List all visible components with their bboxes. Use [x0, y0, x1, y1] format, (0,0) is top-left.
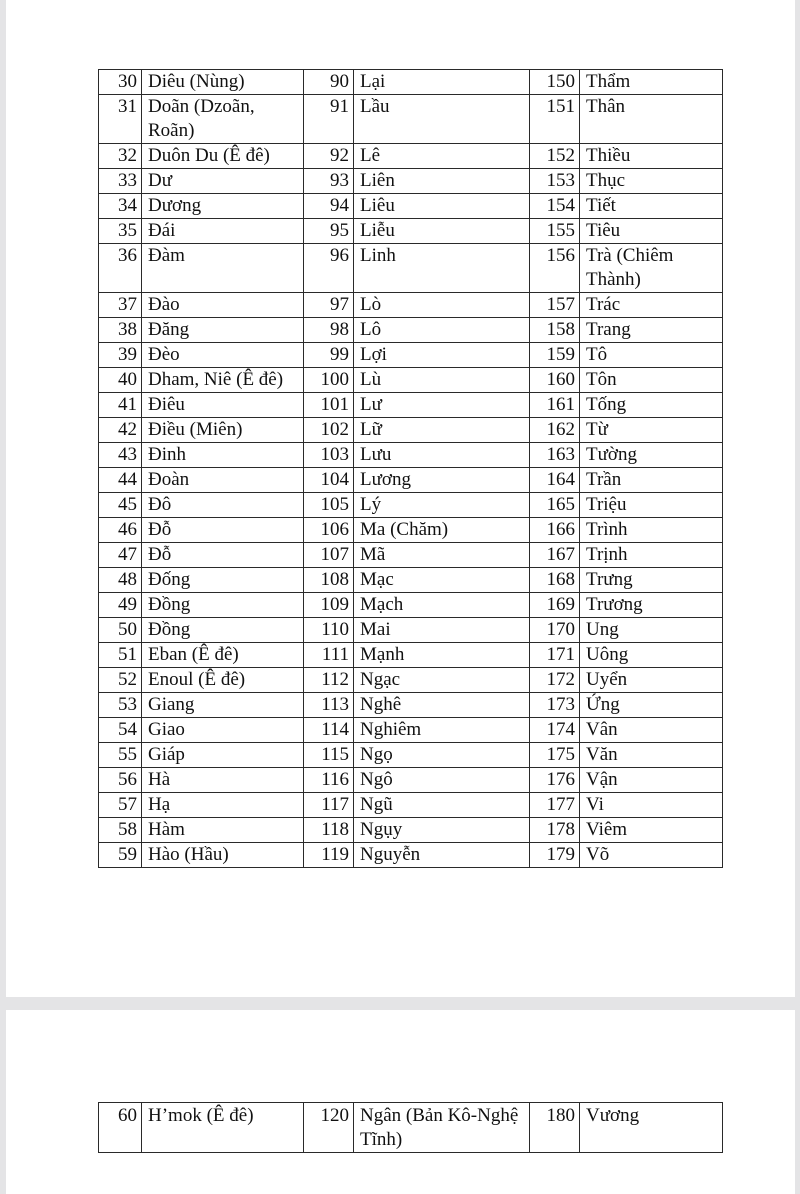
table-row: [99, 194, 723, 219]
surname-cell: Tô: [580, 343, 723, 368]
surname-cell: Lô: [354, 318, 530, 343]
table-row: [99, 693, 723, 718]
row-number-cell: 42: [99, 418, 142, 443]
row-number-cell: 96: [304, 244, 354, 293]
table-row: [99, 318, 723, 343]
row-number-cell: 176: [530, 768, 580, 793]
surname-cell: Thiều: [580, 144, 723, 169]
surname-cell: Ngũ: [354, 793, 530, 818]
row-number-cell: 166: [530, 518, 580, 543]
row-number-cell: 30: [99, 70, 142, 95]
row-number-cell: 47: [99, 543, 142, 568]
surname-cell: Mạch: [354, 593, 530, 618]
row-number-cell: 101: [304, 393, 354, 418]
table-row: [99, 418, 723, 443]
row-number-cell: 168: [530, 568, 580, 593]
row-number-cell: 41: [99, 393, 142, 418]
surname-cell: Linh: [354, 244, 530, 293]
row-number-cell: 94: [304, 194, 354, 219]
row-number-cell: 50: [99, 618, 142, 643]
table-row: [99, 293, 723, 318]
surname-table: [98, 69, 723, 868]
table-row: [99, 70, 723, 95]
surname-cell: Ma (Chăm): [354, 518, 530, 543]
surname-cell: Tường: [580, 443, 723, 468]
row-number-cell: 44: [99, 468, 142, 493]
surname-cell: Ngọ: [354, 743, 530, 768]
row-number-cell: 52: [99, 668, 142, 693]
surname-cell: Giang: [142, 693, 304, 718]
row-number-cell: 157: [530, 293, 580, 318]
row-number-cell: 36: [99, 244, 142, 293]
surname-cell: Lương: [354, 468, 530, 493]
surname-cell: Ung: [580, 618, 723, 643]
surname-cell: Đô: [142, 493, 304, 518]
row-number-cell: 37: [99, 293, 142, 318]
surname-cell: H’mok (Ê đê): [142, 1103, 304, 1153]
row-number-cell: 90: [304, 70, 354, 95]
table-row: [99, 244, 723, 293]
surname-cell: Văn: [580, 743, 723, 768]
row-number-cell: 109: [304, 593, 354, 618]
table-row: [99, 843, 723, 868]
row-number-cell: 171: [530, 643, 580, 668]
row-number-cell: 57: [99, 793, 142, 818]
row-number-cell: 49: [99, 593, 142, 618]
surname-cell: Diêu (Nùng): [142, 70, 304, 95]
surname-cell: Ngô: [354, 768, 530, 793]
surname-cell: Đồng: [142, 618, 304, 643]
table-row: [99, 1103, 723, 1153]
surname-cell: Giáp: [142, 743, 304, 768]
row-number-cell: 107: [304, 543, 354, 568]
surname-cell: Trịnh: [580, 543, 723, 568]
surname-cell: Lù: [354, 368, 530, 393]
table-row: [99, 768, 723, 793]
row-number-cell: 111: [304, 643, 354, 668]
table-row: [99, 144, 723, 169]
surname-cell: Mạc: [354, 568, 530, 593]
surname-cell: Đái: [142, 219, 304, 244]
row-number-cell: 93: [304, 169, 354, 194]
surname-cell: Uyển: [580, 668, 723, 693]
table-row: [99, 518, 723, 543]
row-number-cell: 114: [304, 718, 354, 743]
surname-cell: Võ: [580, 843, 723, 868]
surname-cell: Nghê: [354, 693, 530, 718]
row-number-cell: 159: [530, 343, 580, 368]
table-row: [99, 643, 723, 668]
row-number-cell: 117: [304, 793, 354, 818]
surname-cell: Thẩm: [580, 70, 723, 95]
surname-cell: Dư: [142, 169, 304, 194]
surname-cell: Tiết: [580, 194, 723, 219]
row-number-cell: 160: [530, 368, 580, 393]
surname-cell: Doãn (Dzoãn, Roãn): [142, 95, 304, 144]
row-number-cell: 60: [99, 1103, 142, 1153]
surname-cell: Tiêu: [580, 219, 723, 244]
row-number-cell: 105: [304, 493, 354, 518]
row-number-cell: 31: [99, 95, 142, 144]
surname-cell: Viêm: [580, 818, 723, 843]
row-number-cell: 167: [530, 543, 580, 568]
row-number-cell: 118: [304, 818, 354, 843]
row-number-cell: 115: [304, 743, 354, 768]
surname-cell: Lữ: [354, 418, 530, 443]
row-number-cell: 180: [530, 1103, 580, 1153]
row-number-cell: 32: [99, 144, 142, 169]
table-row: [99, 169, 723, 194]
surname-cell: Triệu: [580, 493, 723, 518]
table-row: [99, 793, 723, 818]
surname-cell: Duôn Du (Ê đê): [142, 144, 304, 169]
surname-cell: Đàm: [142, 244, 304, 293]
row-number-cell: 45: [99, 493, 142, 518]
row-number-cell: 99: [304, 343, 354, 368]
surname-cell: Giao: [142, 718, 304, 743]
surname-cell: Đỗ: [142, 518, 304, 543]
surname-cell: Mã: [354, 543, 530, 568]
row-number-cell: 120: [304, 1103, 354, 1153]
row-number-cell: 43: [99, 443, 142, 468]
row-number-cell: 38: [99, 318, 142, 343]
table-row: [99, 743, 723, 768]
row-number-cell: 158: [530, 318, 580, 343]
table-row: [99, 568, 723, 593]
row-number-cell: 162: [530, 418, 580, 443]
table-row: [99, 95, 723, 144]
surname-cell: Ứng: [580, 693, 723, 718]
row-number-cell: 102: [304, 418, 354, 443]
surname-cell: Thục: [580, 169, 723, 194]
surname-table-continued: [98, 1102, 723, 1153]
row-number-cell: 59: [99, 843, 142, 868]
row-number-cell: 51: [99, 643, 142, 668]
surname-cell: Điều (Miên): [142, 418, 304, 443]
row-number-cell: 40: [99, 368, 142, 393]
surname-cell: Uông: [580, 643, 723, 668]
surname-cell: Đinh: [142, 443, 304, 468]
surname-cell: Trang: [580, 318, 723, 343]
surname-table-continued-body: [99, 1103, 723, 1153]
surname-cell: Đồng: [142, 593, 304, 618]
row-number-cell: 103: [304, 443, 354, 468]
surname-cell: Tống: [580, 393, 723, 418]
row-number-cell: 175: [530, 743, 580, 768]
surname-cell: Trưng: [580, 568, 723, 593]
table-row: [99, 468, 723, 493]
table-row: [99, 668, 723, 693]
surname-cell: Liên: [354, 169, 530, 194]
surname-cell: Eban (Ê đê): [142, 643, 304, 668]
surname-cell: Ngân (Bản Kô-Nghệ Tĩnh): [354, 1103, 530, 1153]
table-row: [99, 368, 723, 393]
surname-cell: Lại: [354, 70, 530, 95]
table-row: [99, 818, 723, 843]
row-number-cell: 48: [99, 568, 142, 593]
row-number-cell: 156: [530, 244, 580, 293]
document-page-1: [6, 0, 795, 997]
row-number-cell: 154: [530, 194, 580, 219]
row-number-cell: 174: [530, 718, 580, 743]
surname-cell: Liêu: [354, 194, 530, 219]
row-number-cell: 113: [304, 693, 354, 718]
surname-cell: Thân: [580, 95, 723, 144]
row-number-cell: 97: [304, 293, 354, 318]
table-row: [99, 593, 723, 618]
row-number-cell: 58: [99, 818, 142, 843]
surname-cell: Hà: [142, 768, 304, 793]
document-page-2: [6, 1010, 795, 1194]
surname-cell: Mạnh: [354, 643, 530, 668]
row-number-cell: 95: [304, 219, 354, 244]
surname-cell: Đống: [142, 568, 304, 593]
surname-table-body: [99, 70, 723, 868]
row-number-cell: 153: [530, 169, 580, 194]
row-number-cell: 106: [304, 518, 354, 543]
surname-cell: Lý: [354, 493, 530, 518]
row-number-cell: 110: [304, 618, 354, 643]
row-number-cell: 39: [99, 343, 142, 368]
table-row: [99, 618, 723, 643]
row-number-cell: 172: [530, 668, 580, 693]
surname-cell: Enoul (Ê đê): [142, 668, 304, 693]
surname-cell: Đỗ: [142, 543, 304, 568]
table-row: [99, 343, 723, 368]
row-number-cell: 54: [99, 718, 142, 743]
surname-cell: Hạ: [142, 793, 304, 818]
surname-cell: Nguyễn: [354, 843, 530, 868]
surname-cell: Lư: [354, 393, 530, 418]
surname-cell: Mai: [354, 618, 530, 643]
row-number-cell: 56: [99, 768, 142, 793]
surname-cell: Đăng: [142, 318, 304, 343]
surname-cell: Hào (Hầu): [142, 843, 304, 868]
surname-cell: Trà (Chiêm Thành): [580, 244, 723, 293]
row-number-cell: 46: [99, 518, 142, 543]
row-number-cell: 173: [530, 693, 580, 718]
row-number-cell: 116: [304, 768, 354, 793]
row-number-cell: 35: [99, 219, 142, 244]
row-number-cell: 104: [304, 468, 354, 493]
surname-cell: Dương: [142, 194, 304, 219]
row-number-cell: 119: [304, 843, 354, 868]
row-number-cell: 152: [530, 144, 580, 169]
surname-cell: Điêu: [142, 393, 304, 418]
row-number-cell: 92: [304, 144, 354, 169]
row-number-cell: 151: [530, 95, 580, 144]
table-row: [99, 543, 723, 568]
row-number-cell: 178: [530, 818, 580, 843]
row-number-cell: 179: [530, 843, 580, 868]
surname-cell: Lầu: [354, 95, 530, 144]
row-number-cell: 161: [530, 393, 580, 418]
surname-cell: Dham, Niê (Ê đê): [142, 368, 304, 393]
row-number-cell: 169: [530, 593, 580, 618]
surname-cell: Hàm: [142, 818, 304, 843]
surname-cell: Liễu: [354, 219, 530, 244]
row-number-cell: 177: [530, 793, 580, 818]
row-number-cell: 33: [99, 169, 142, 194]
surname-cell: Trình: [580, 518, 723, 543]
surname-cell: Vận: [580, 768, 723, 793]
surname-cell: Ngạc: [354, 668, 530, 693]
surname-cell: Ngụy: [354, 818, 530, 843]
table-row: [99, 718, 723, 743]
row-number-cell: 165: [530, 493, 580, 518]
row-number-cell: 155: [530, 219, 580, 244]
surname-cell: Đèo: [142, 343, 304, 368]
row-number-cell: 108: [304, 568, 354, 593]
surname-cell: Lưu: [354, 443, 530, 468]
table-row: [99, 393, 723, 418]
table-row: [99, 219, 723, 244]
row-number-cell: 112: [304, 668, 354, 693]
surname-cell: Lò: [354, 293, 530, 318]
surname-cell: Vân: [580, 718, 723, 743]
row-number-cell: 53: [99, 693, 142, 718]
table-row: [99, 493, 723, 518]
surname-cell: Vương: [580, 1103, 723, 1153]
surname-cell: Trác: [580, 293, 723, 318]
surname-cell: Trương: [580, 593, 723, 618]
surname-cell: Đào: [142, 293, 304, 318]
table-row: [99, 443, 723, 468]
row-number-cell: 100: [304, 368, 354, 393]
surname-cell: Tôn: [580, 368, 723, 393]
surname-cell: Trần: [580, 468, 723, 493]
row-number-cell: 163: [530, 443, 580, 468]
surname-cell: Nghiêm: [354, 718, 530, 743]
row-number-cell: 55: [99, 743, 142, 768]
row-number-cell: 91: [304, 95, 354, 144]
row-number-cell: 164: [530, 468, 580, 493]
row-number-cell: 98: [304, 318, 354, 343]
surname-cell: Đoàn: [142, 468, 304, 493]
row-number-cell: 150: [530, 70, 580, 95]
row-number-cell: 34: [99, 194, 142, 219]
surname-cell: Lợi: [354, 343, 530, 368]
surname-cell: Từ: [580, 418, 723, 443]
row-number-cell: 170: [530, 618, 580, 643]
surname-cell: Lê: [354, 144, 530, 169]
surname-cell: Vi: [580, 793, 723, 818]
